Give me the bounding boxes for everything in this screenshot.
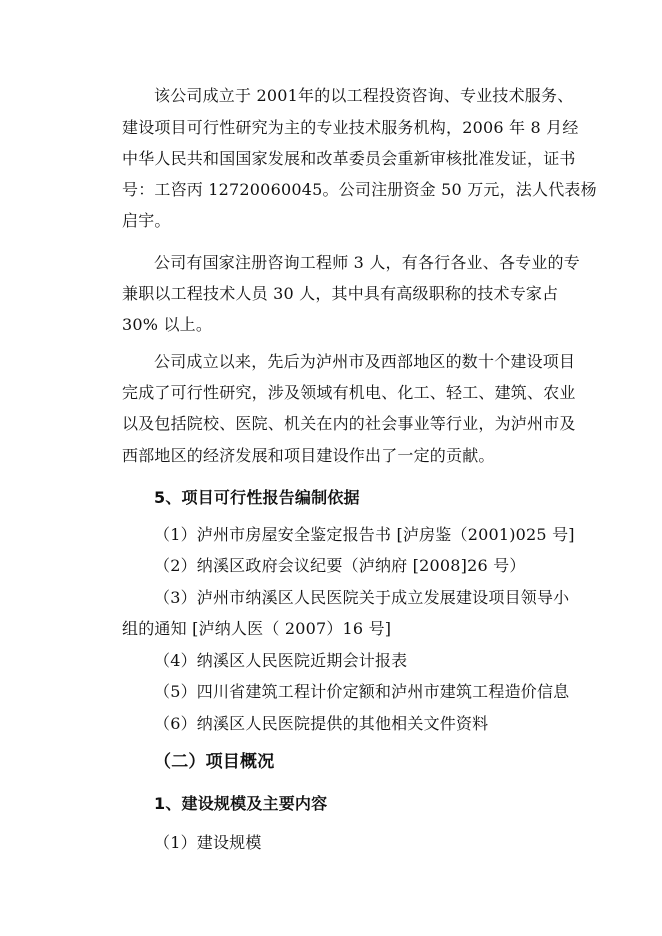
basis-list-item: （6）纳溪区人民医院提供的其他相关文件资料 <box>154 714 489 733</box>
paragraph-achievements-line: 以及包括院校、医院、机关在内的社会事业等行业，为泸州市及 <box>122 414 576 433</box>
subsection-item-scale: （1）建设规模 <box>154 833 262 852</box>
paragraph-achievements-line: 公司成立以来，先后为泸州市及西部地区的数十个建设项目 <box>154 352 576 371</box>
paragraph-staff-line: 兼职以工程技术人员 30 人，其中具有高级职称的技术专家占 <box>122 284 559 303</box>
paragraph-achievements-line: 完成了可行性研究，涉及领域有机电、化工、轻工、建筑、农业 <box>122 383 576 402</box>
paragraph-staff-line: 公司有国家注册咨询工程师 3 人，有各行各业、各专业的专 <box>154 253 580 272</box>
basis-list-item: （3）泸州市纳溪区人民医院关于成立发展建设项目领导小 <box>154 588 570 607</box>
basis-list-item: （1）泸州市房屋安全鉴定报告书 [泸房鉴（2001)025 号] <box>154 525 575 544</box>
paragraph-company-intro-line: 该公司成立于 2001年的以工程投资咨询、专业技术服务、 <box>154 86 574 105</box>
basis-list-item: （4）纳溪区人民医院近期会计报表 <box>154 651 408 670</box>
basis-list-item: （5）四川省建筑工程计价定额和泸州市建筑工程造价信息 <box>154 682 570 701</box>
paragraph-company-intro-line: 启宇。 <box>122 211 171 230</box>
subsection-heading-scale: 1、建设规模及主要内容 <box>154 794 328 813</box>
basis-list-item: （2）纳溪区政府会议纪要（泸纳府 [2008]26 号） <box>154 556 526 575</box>
paragraph-achievements-line: 西部地区的经济发展和项目建设作出了一定的贡献。 <box>122 446 495 465</box>
paragraph-staff-line: 30% 以上。 <box>122 315 213 334</box>
paragraph-company-intro-line: 号：工咨丙 12720060045。公司注册资金 50 万元，法人代表杨 <box>122 180 597 199</box>
paragraph-company-intro-line: 中华人民共和国国家发展和改革委员会重新审核批准发证，证书 <box>122 149 576 168</box>
paragraph-company-intro-line: 建设项目可行性研究为主的专业技术服务机构，2006 年 8 月经 <box>122 118 579 137</box>
basis-list-item: 组的通知 [泸纳人医（ 2007）16 号] <box>122 619 392 638</box>
section-heading-basis: 5、项目可行性报告编制依据 <box>154 488 360 507</box>
section-heading-overview: （二）项目概况 <box>154 752 275 772</box>
